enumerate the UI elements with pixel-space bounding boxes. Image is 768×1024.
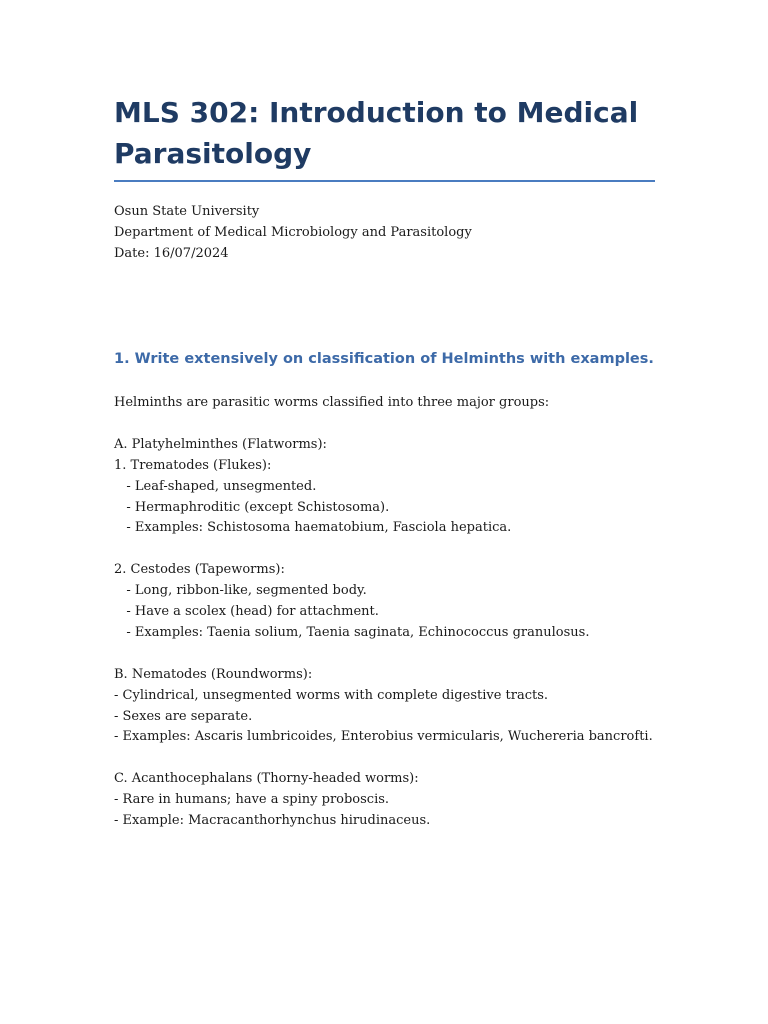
answer-line: B. Nematodes (Roundworms): [114, 666, 313, 682]
blank-line [114, 644, 655, 665]
blank-line [114, 748, 655, 769]
answer-line: 1. Trematodes (Flukes): [114, 457, 272, 473]
answer-line: - Sexes are separate. [114, 708, 253, 724]
institution-line: Osun State University [114, 204, 260, 219]
answer-line: - Hermaphroditic (except Schistosoma). [114, 499, 390, 515]
document-page [114, 92, 655, 832]
question-heading: 1. Write extensively on classification of Helminths with examples. [114, 351, 654, 367]
answer-body [114, 393, 655, 832]
answer-line: C. Acanthocephalans (Thorny-headed worms): [114, 771, 419, 787]
answer-line: - Examples: Taenia solium, Taenia saginata, Echinococcus granulosus. [114, 624, 590, 640]
answer-line: - Cylindrical, unsegmented worms with complete digestive tracts. [114, 687, 549, 703]
blank-line [114, 414, 655, 435]
answer-line: - Example: Macracanthorhynchus hirudinaceus. [114, 813, 431, 829]
answer-line: - Leaf-shaped, unsegmented. [114, 478, 317, 494]
document-title: MLS 302: Introduction to Medical Parasitology [114, 92, 655, 182]
answer-line: - Rare in humans; have a spiny proboscis. [114, 792, 390, 808]
answer-line: A. Platyhelminthes (Flatworms): [114, 436, 327, 452]
document-meta [114, 201, 655, 264]
department-line: Department of Medical Microbiology and Parasitology [114, 225, 472, 240]
answer-line: - Examples: Ascaris lumbricoides, Enterobius vermicularis, Wuchereria bancrofti. [114, 729, 653, 745]
answer-line: 2. Cestodes (Tapeworms): [114, 562, 285, 578]
blank-line [114, 539, 655, 560]
answer-line: - Examples: Schistosoma haematobium, Fasciola hepatica. [114, 520, 512, 536]
date-line: Date: 16/07/2024 [114, 246, 229, 261]
answer-line: - Long, ribbon-like, segmented body. [114, 583, 367, 599]
answer-line: - Have a scolex (head) for attachment. [114, 604, 379, 620]
answer-line: Helminths are parasitic worms classified into three major groups: [114, 395, 550, 410]
